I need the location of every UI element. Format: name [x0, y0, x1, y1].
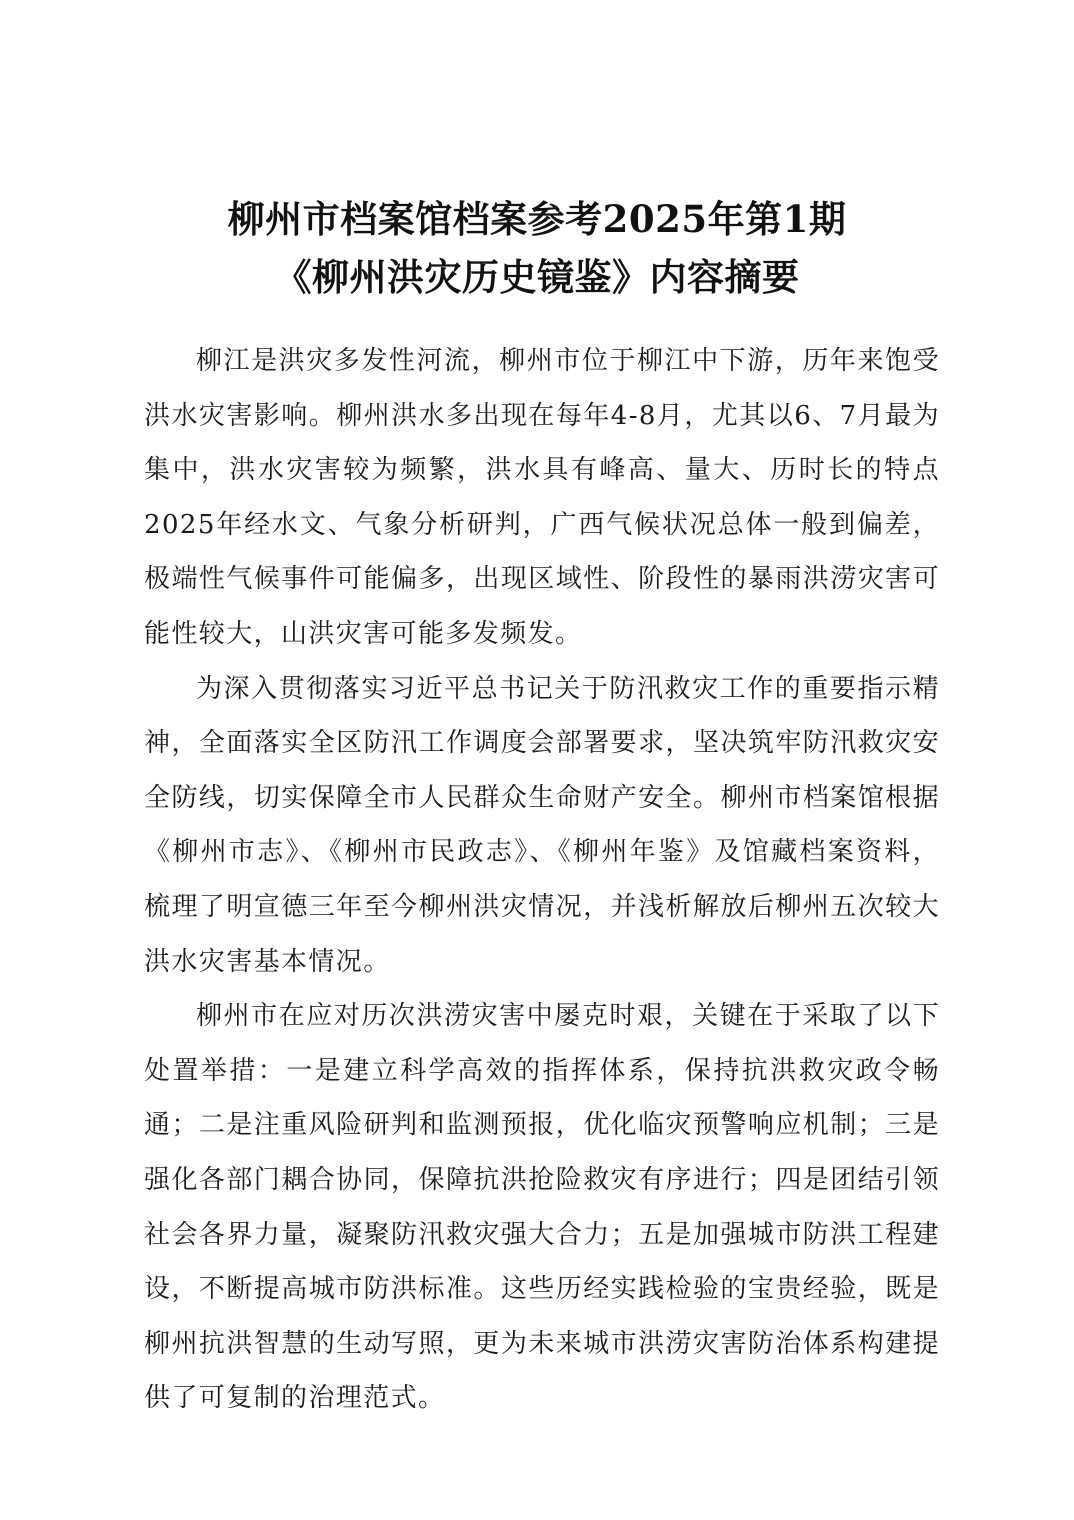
paragraph-3: 柳州市在应对历次洪涝灾害中屡克时艰，关键在于采取了以下处置举措：一是建立科学高效的指挥体系，保持抗洪救灾政令畅通；二是注重风险研判和监测预报，优化临灾预警响应机制；三是强化各部门耦合协同，保障抗洪抢险救灾有序进行；四是团结引领社会各界力量，凝聚防汛救灾强大合力；五是加强城市防洪工程建设，不断提高城市防洪标准。这些历经实践检验的宝贵经验，既是柳州抗洪智慧的生动写照，更为未来城市洪涝灾害防治体系构建提供了可复制的治理范式。: [144, 1001, 940, 1414]
document-body: [144, 334, 940, 1426]
paragraph-1: 柳江是洪灾多发性河流，柳州市位于柳江中下游，历年来饱受洪水灾害影响。柳州洪水多出现在每年4-8月，尤其以6、7月最为集中，洪水灾害较为频繁，洪水具有峰高、量大、历时长的特点2025年经水文、气象分析研判，广西气候状况总体一般到偏差，极端性气候事件可能偏多，出现区域性、阶段性的暴雨洪涝灾害可能性较大，山洪灾害可能多发频发。: [144, 346, 940, 649]
paragraph-2: 为深入贯彻落实习近平总书记关于防汛救灾工作的重要指示精神，全面落实全区防汛工作调度会部署要求，坚决筑牢防汛救灾安全防线，切实保障全市人民群众生命财产安全。柳州市档案馆根据《柳州市志》、《柳州市民政志》、《柳州年鉴》及馆藏档案资料，梳理了明宣德三年至今柳州洪灾情况，并浅析解放后柳州五次较大洪水灾害基本情况。: [144, 673, 940, 977]
title-line-1: 柳州市档案馆档案参考2025年第1期: [227, 197, 847, 241]
document-title: [100, 190, 974, 306]
title-line-2: 《柳州洪灾历史镜鉴》内容摘要: [274, 255, 800, 299]
